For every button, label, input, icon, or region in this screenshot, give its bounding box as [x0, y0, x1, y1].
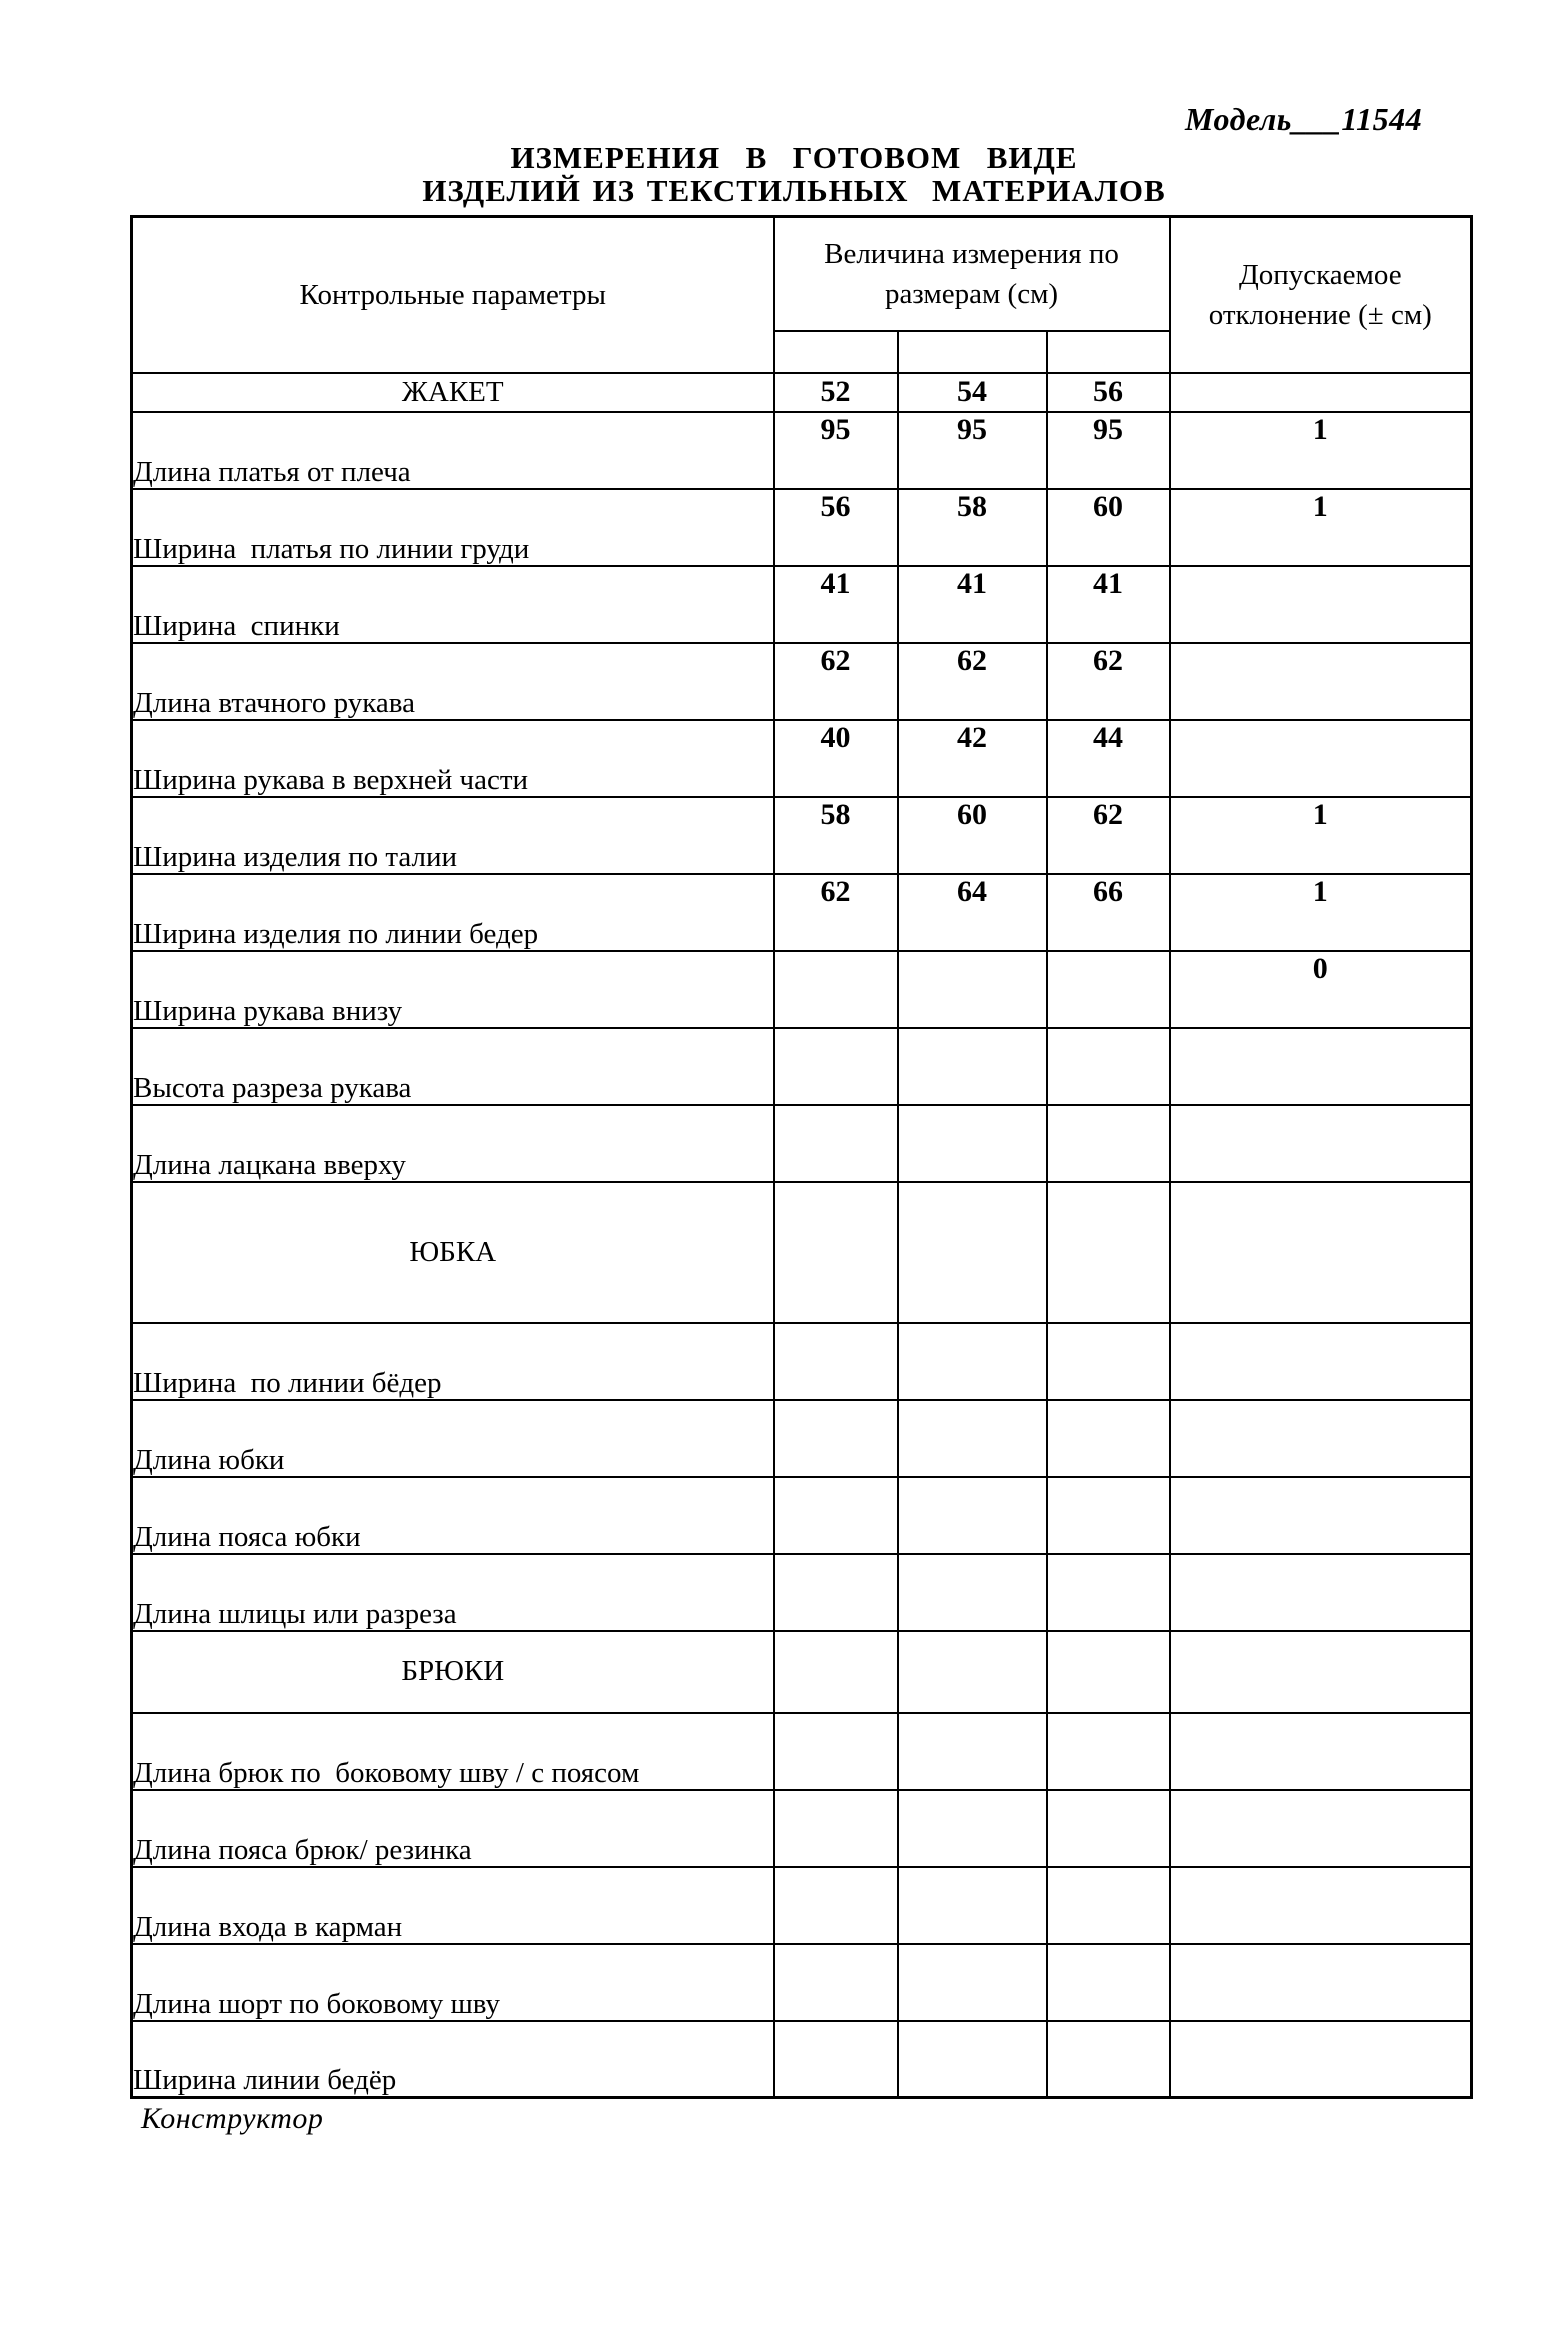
size-value-cell	[774, 1554, 898, 1631]
size-value-cell: 58	[898, 489, 1047, 566]
size-value-cell: 56	[774, 489, 898, 566]
parameter-label-cell: Длина лацкана вверху	[132, 1105, 774, 1182]
size-value-cell: 42	[898, 720, 1047, 797]
parameter-label-cell: Ширина спинки	[132, 566, 774, 643]
section-row	[132, 373, 1472, 412]
size-value-cell	[774, 1400, 898, 1477]
table-row	[132, 1867, 1472, 1944]
parameter-label-cell: Высота разреза рукава	[132, 1028, 774, 1105]
table-row	[132, 1790, 1472, 1867]
size-value-cell: 95	[774, 412, 898, 489]
table-row	[132, 1713, 1472, 1790]
size-value-cell	[898, 1105, 1047, 1182]
size-value-cell	[1047, 1631, 1170, 1713]
tolerance-cell	[1170, 1867, 1472, 1944]
size-value-cell	[898, 1944, 1047, 2021]
table-row	[132, 2021, 1472, 2098]
size-value-cell	[898, 1477, 1047, 1554]
parameter-label-cell: Ширина по линии бёдер	[132, 1323, 774, 1400]
tolerance-cell	[1170, 720, 1472, 797]
parameter-label-cell: Ширина изделия по линии бедер	[132, 874, 774, 951]
tolerance-cell: 1	[1170, 797, 1472, 874]
section-label-cell: ЮБКА	[132, 1182, 774, 1323]
size-value-cell: 95	[1047, 412, 1170, 489]
table-row	[132, 1477, 1472, 1554]
size-value-cell	[774, 951, 898, 1028]
tolerance-cell: 1	[1170, 412, 1472, 489]
size-value-cell: 62	[774, 643, 898, 720]
measurements-table	[130, 215, 1473, 2099]
header-tolerance: Допускаемое отклонение (± см)	[1170, 217, 1472, 373]
table-row	[132, 720, 1472, 797]
size-value-cell	[774, 1323, 898, 1400]
size-value-cell: 41	[898, 566, 1047, 643]
size-value-cell	[774, 1182, 898, 1323]
size-value-cell	[774, 2021, 898, 2098]
table-header-row	[132, 217, 1472, 331]
table-row	[132, 412, 1472, 489]
tolerance-cell	[1170, 643, 1472, 720]
size-value-cell: 56	[1047, 373, 1170, 412]
size-value-cell	[1047, 1790, 1170, 1867]
table-row	[132, 489, 1472, 566]
subheader-size-cell	[1047, 331, 1170, 373]
size-value-cell	[774, 1477, 898, 1554]
tolerance-cell: 1	[1170, 874, 1472, 951]
parameter-label-cell: Ширина рукава внизу	[132, 951, 774, 1028]
size-value-cell	[1047, 1867, 1170, 1944]
title-line-1: ИЗМЕРЕНИЯ В ГОТОВОМ ВИДЕ	[510, 140, 1078, 175]
size-value-cell: 41	[774, 566, 898, 643]
parameter-label-cell: Длина пояса брюк/ резинка	[132, 1790, 774, 1867]
section-label-cell: БРЮКИ	[132, 1631, 774, 1713]
size-value-cell: 62	[774, 874, 898, 951]
document-title	[0, 141, 1562, 207]
tolerance-cell: 1	[1170, 489, 1472, 566]
size-value-cell	[898, 1631, 1047, 1713]
size-value-cell	[774, 1944, 898, 2021]
size-value-cell	[898, 1400, 1047, 1477]
size-value-cell	[1047, 1323, 1170, 1400]
tolerance-cell	[1170, 1105, 1472, 1182]
table-row	[132, 1400, 1472, 1477]
size-value-cell: 66	[1047, 874, 1170, 951]
size-value-cell	[898, 951, 1047, 1028]
size-value-cell	[1047, 1105, 1170, 1182]
size-value-cell	[898, 1028, 1047, 1105]
size-value-cell: 60	[1047, 489, 1170, 566]
size-value-cell	[898, 1867, 1047, 1944]
size-value-cell: 62	[1047, 643, 1170, 720]
size-value-cell	[1047, 1400, 1170, 1477]
parameter-label-cell: Длина брюк по боковому шву / с поясом	[132, 1713, 774, 1790]
section-row	[132, 1182, 1472, 1323]
size-value-cell	[774, 1790, 898, 1867]
parameter-label-cell: Длина втачного рукава	[132, 643, 774, 720]
size-value-cell	[1047, 951, 1170, 1028]
size-value-cell	[1047, 2021, 1170, 2098]
parameter-label-cell: Длина входа в карман	[132, 1867, 774, 1944]
subheader-size-cell	[774, 331, 898, 373]
size-value-cell: 52	[774, 373, 898, 412]
subheader-size-cell	[898, 331, 1047, 373]
size-value-cell: 60	[898, 797, 1047, 874]
size-value-cell	[1047, 1182, 1170, 1323]
parameter-label-cell: Длина пояса юбки	[132, 1477, 774, 1554]
table-row	[132, 1028, 1472, 1105]
tolerance-cell	[1170, 1790, 1472, 1867]
size-value-cell	[898, 1554, 1047, 1631]
size-value-cell	[774, 1867, 898, 1944]
size-value-cell: 95	[898, 412, 1047, 489]
size-value-cell	[774, 1631, 898, 1713]
size-value-cell	[1047, 1713, 1170, 1790]
tolerance-cell	[1170, 373, 1472, 412]
size-value-cell: 40	[774, 720, 898, 797]
size-value-cell	[1047, 1944, 1170, 2021]
size-value-cell	[898, 2021, 1047, 2098]
parameter-label-cell: Ширина линии бедёр	[132, 2021, 774, 2098]
section-row	[132, 1631, 1472, 1713]
size-value-cell: 44	[1047, 720, 1170, 797]
tolerance-cell	[1170, 1323, 1472, 1400]
parameter-label-cell: Ширина рукава в верхней части	[132, 720, 774, 797]
tolerance-cell	[1170, 1944, 1472, 2021]
size-value-cell	[1047, 1477, 1170, 1554]
size-value-cell: 54	[898, 373, 1047, 412]
table-row	[132, 1944, 1472, 2021]
parameter-label-cell: Длина юбки	[132, 1400, 774, 1477]
parameter-label-cell: Длина шлицы или разреза	[132, 1554, 774, 1631]
size-value-cell	[898, 1713, 1047, 1790]
tolerance-cell	[1170, 1713, 1472, 1790]
size-value-cell: 58	[774, 797, 898, 874]
table-row	[132, 951, 1472, 1028]
tolerance-cell	[1170, 566, 1472, 643]
table-row	[132, 1554, 1472, 1631]
model-number: Модель___11544	[1185, 101, 1423, 137]
size-value-cell	[774, 1105, 898, 1182]
designer-signature: Конструктор	[141, 2102, 324, 2135]
tolerance-cell	[1170, 1554, 1472, 1631]
parameter-label-cell: Длина шорт по боковому шву	[132, 1944, 774, 2021]
parameter-label-cell: Ширина изделия по талии	[132, 797, 774, 874]
parameter-label-cell: Ширина платья по линии груди	[132, 489, 774, 566]
tolerance-cell	[1170, 1182, 1472, 1323]
measurement-rows	[132, 373, 1472, 2098]
table-row	[132, 797, 1472, 874]
header-measurements: Величина измерения по размерам (см)	[774, 217, 1170, 331]
size-value-cell: 41	[1047, 566, 1170, 643]
table-row	[132, 1323, 1472, 1400]
size-value-cell: 64	[898, 874, 1047, 951]
table-row	[132, 566, 1472, 643]
table-row	[132, 643, 1472, 720]
section-label-cell: ЖАКЕТ	[132, 373, 774, 412]
size-value-cell	[898, 1323, 1047, 1400]
tolerance-cell: 0	[1170, 951, 1472, 1028]
table-row	[132, 874, 1472, 951]
size-value-cell: 62	[1047, 797, 1170, 874]
table-row	[132, 1105, 1472, 1182]
size-value-cell	[774, 1028, 898, 1105]
tolerance-cell	[1170, 2021, 1472, 2098]
size-value-cell	[1047, 1554, 1170, 1631]
tolerance-cell	[1170, 1028, 1472, 1105]
size-value-cell	[898, 1182, 1047, 1323]
size-value-cell	[1047, 1028, 1170, 1105]
size-value-cell	[898, 1790, 1047, 1867]
tolerance-cell	[1170, 1400, 1472, 1477]
header-parameters: Контрольные параметры	[132, 217, 774, 373]
title-line-2: ИЗДЕЛИЙ ИЗ ТЕКСТИЛЬНЫХ МАТЕРИАЛОВ	[422, 173, 1166, 208]
tolerance-cell	[1170, 1631, 1472, 1713]
size-value-cell: 62	[898, 643, 1047, 720]
tolerance-cell	[1170, 1477, 1472, 1554]
parameter-label-cell: Длина платья от плеча	[132, 412, 774, 489]
size-value-cell	[774, 1713, 898, 1790]
